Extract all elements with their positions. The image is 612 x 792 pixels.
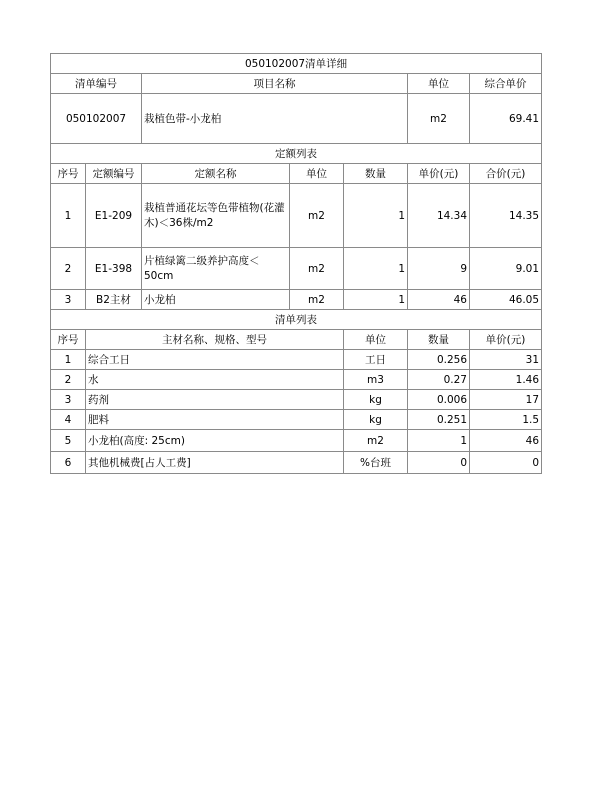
list-unit-price: 1.5 <box>470 410 542 430</box>
list-unit-price: 46 <box>470 430 542 452</box>
item-unit: m2 <box>408 94 470 144</box>
table-row <box>51 290 542 310</box>
quota-code: E1-209 <box>86 184 142 248</box>
quota-qty: 1 <box>344 184 408 248</box>
quota-qty-header: 数量 <box>344 164 408 184</box>
quota-unit-price: 14.34 <box>408 184 470 248</box>
table-row <box>51 410 542 430</box>
title-row <box>51 54 542 74</box>
quota-qty: 1 <box>344 248 408 290</box>
list-qty-header: 数量 <box>408 330 470 350</box>
quota-name-header: 定额名称 <box>142 164 290 184</box>
quota-unit-header: 单位 <box>290 164 344 184</box>
quota-seq: 2 <box>51 248 86 290</box>
list-unit-price-header: 单价(元) <box>470 330 542 350</box>
item-price: 69.41 <box>470 94 542 144</box>
quota-code-header: 定额编号 <box>86 164 142 184</box>
list-unit: 工日 <box>344 350 408 370</box>
price-header: 综合单价 <box>470 74 542 94</box>
code-header: 清单编号 <box>51 74 142 94</box>
quota-seq: 1 <box>51 184 86 248</box>
list-unit-price: 1.46 <box>470 370 542 390</box>
table-row <box>51 184 542 248</box>
quota-total: 9.01 <box>470 248 542 290</box>
table-row <box>51 370 542 390</box>
list-qty: 0.256 <box>408 350 470 370</box>
quota-unit: m2 <box>290 248 344 290</box>
list-seq: 6 <box>51 452 86 474</box>
page-title: 050102007清单详细 <box>51 54 542 74</box>
quota-header-row <box>51 164 542 184</box>
list-qty: 0 <box>408 452 470 474</box>
list-unit-price: 0 <box>470 452 542 474</box>
list-unit: m3 <box>344 370 408 390</box>
quota-unit: m2 <box>290 290 344 310</box>
list-qty: 0.27 <box>408 370 470 390</box>
list-unit-price: 31 <box>470 350 542 370</box>
quota-unit-price: 46 <box>408 290 470 310</box>
unit-header: 单位 <box>408 74 470 94</box>
list-name-header: 主材名称、规格、型号 <box>86 330 344 350</box>
list-seq: 3 <box>51 390 86 410</box>
quota-code: E1-398 <box>86 248 142 290</box>
list-name: 小龙柏(高度: 25cm) <box>86 430 344 452</box>
quota-code: B2主材 <box>86 290 142 310</box>
list-name: 肥料 <box>86 410 344 430</box>
list-unit: m2 <box>344 430 408 452</box>
list-header-row <box>51 330 542 350</box>
list-unit: %台班 <box>344 452 408 474</box>
table-row <box>51 452 542 474</box>
list-seq: 4 <box>51 410 86 430</box>
list-seq-header: 序号 <box>51 330 86 350</box>
quota-qty: 1 <box>344 290 408 310</box>
quota-total-header: 合价(元) <box>470 164 542 184</box>
list-unit-header: 单位 <box>344 330 408 350</box>
quota-name: 片植绿篱二级养护高度＜50cm <box>142 248 290 290</box>
table-row <box>51 350 542 370</box>
list-name: 综合工日 <box>86 350 344 370</box>
quota-seq-header: 序号 <box>51 164 86 184</box>
list-name: 药剂 <box>86 390 344 410</box>
list-unit-price: 17 <box>470 390 542 410</box>
list-qty: 0.251 <box>408 410 470 430</box>
detail-table <box>50 53 542 474</box>
list-section-title: 清单列表 <box>51 310 542 330</box>
quota-section-row <box>51 144 542 164</box>
list-seq: 5 <box>51 430 86 452</box>
name-header: 项目名称 <box>142 74 408 94</box>
item-header-row <box>51 74 542 94</box>
item-name: 栽植色带-小龙柏 <box>142 94 408 144</box>
item-row <box>51 94 542 144</box>
table-row <box>51 430 542 452</box>
quota-name: 小龙柏 <box>142 290 290 310</box>
item-code: 050102007 <box>51 94 142 144</box>
list-seq: 2 <box>51 370 86 390</box>
list-qty: 1 <box>408 430 470 452</box>
list-section-row <box>51 310 542 330</box>
quota-unit-price: 9 <box>408 248 470 290</box>
table-row <box>51 390 542 410</box>
quota-name: 栽植普通花坛等色带植物(花灌木)＜36株/m2 <box>142 184 290 248</box>
list-name: 水 <box>86 370 344 390</box>
list-seq: 1 <box>51 350 86 370</box>
quota-unit: m2 <box>290 184 344 248</box>
list-name: 其他机械费[占人工费] <box>86 452 344 474</box>
list-unit: kg <box>344 390 408 410</box>
table-row <box>51 248 542 290</box>
quota-total: 14.35 <box>470 184 542 248</box>
list-unit: kg <box>344 410 408 430</box>
quota-total: 46.05 <box>470 290 542 310</box>
list-qty: 0.006 <box>408 390 470 410</box>
quota-seq: 3 <box>51 290 86 310</box>
quota-section-title: 定额列表 <box>51 144 542 164</box>
quota-unit-price-header: 单价(元) <box>408 164 470 184</box>
